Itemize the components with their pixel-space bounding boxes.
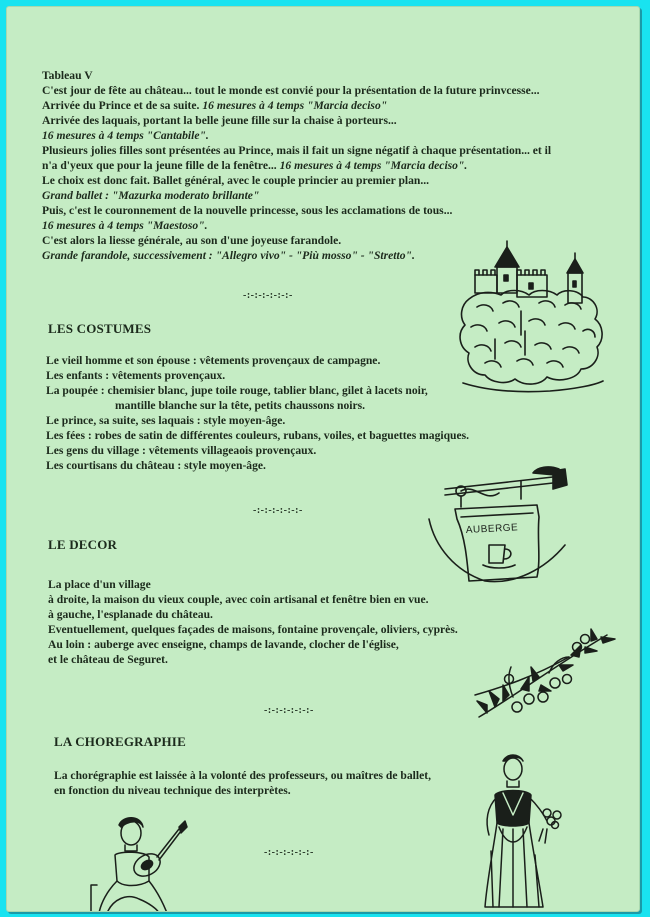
tableau-text-run: C'est alors la liesse générale, au son d'une joyeuse farandole. (42, 234, 342, 247)
costumes-heading: LES COSTUMES (48, 321, 152, 336)
document-page (6, 6, 640, 912)
costumes-line: La poupée : chemisier blanc, jupe toile rouge, tablier blanc, gilet à lacets noir, (46, 384, 428, 397)
tableau-line (42, 173, 429, 188)
tableau-text-run: Puis, c'est le couronnement de la nouvelle princesse, sous les acclamations de tous... (42, 204, 453, 217)
decor-line: Au loin : auberge avec enseigne, champs de lavande, clocher de l'église, (48, 638, 399, 651)
tableau-music-note: 16 mesures à 4 temps "Marcia deciso". (279, 159, 468, 172)
choregraphie-heading: LA CHOREGRAPHIE (54, 734, 186, 749)
costumes-line: Le prince, sa suite, ses laquais : style moyen-âge. (46, 414, 286, 427)
tableau-line (42, 143, 551, 158)
tableau-line (42, 98, 387, 113)
decor-line: à droite, la maison du vieux couple, avec coin artisanal et fenêtre bien en vue. (48, 593, 429, 606)
decor-line: à gauche, l'esplanade du château. (48, 608, 213, 621)
costumes-line: Les gens du village : vêtements villageaois provençaux. (46, 444, 317, 457)
tableau-line (42, 248, 415, 263)
separator-3: -:-:-:-:-:-:- (264, 705, 314, 716)
tableau-text-run: n'a d'yeux que pour la jeune fille de la fenêtre... (42, 159, 280, 172)
tableau-line (42, 233, 341, 248)
tableau-text-run: Arrivée des laquais, portant la belle jeune fille sur la chaise à porteurs... (42, 114, 397, 127)
tableau-title: Tableau V (42, 69, 93, 82)
choregraphie-line: La chorégraphie est laissée à la volonté des professeurs, ou maîtres de ballet, (54, 769, 431, 782)
costumes-line: Les fées : robes de satin de différentes couleurs, rubans, voiles, et baguettes magiques. (46, 429, 470, 442)
separator-4: -:-:-:-:-:-:- (264, 847, 314, 858)
tableau-line (42, 158, 467, 173)
tableau-line (42, 203, 452, 218)
tableau-music-note: 16 mesures à 4 temps "Cantabile". (42, 129, 209, 142)
tableau-music-note: 16 mesures à 4 temps "Marcia deciso" (202, 99, 388, 112)
separator-1: -:-:-:-:-:-:- (243, 290, 293, 301)
tableau-line (42, 218, 208, 233)
woman-bouquet-illustration (473, 751, 565, 911)
castle-illustration (455, 235, 605, 393)
tableau-text-run: C'est jour de fête au château... tout le monde est convié pour la présentation de la future prinvcesse... (42, 84, 540, 97)
tableau-line (42, 188, 259, 203)
choregraphie-line: en fonction du niveau technique des interprètes. (54, 784, 291, 797)
tableau-music-note: Grand ballet : "Mazurka moderato brillante" (42, 189, 260, 202)
tableau-line (42, 128, 209, 143)
separator-2: -:-:-:-:-:-:- (253, 505, 303, 516)
auberge-sign-text: AUBERGE (465, 522, 519, 536)
tableau-line (42, 83, 540, 98)
tableau-line (42, 113, 397, 128)
decor-heading: LE DECOR (48, 537, 118, 552)
mandolin-player-illustration (87, 815, 192, 912)
costumes-line: Le vieil homme et son épouse : vêtements provençaux de campagne. (46, 354, 381, 367)
tableau-music-note: Grande farandole, successivement : "Allegro vivo" - "Più mosso" - "Stretto". (42, 249, 415, 262)
tableau-text-run: Le choix est donc fait. Ballet général, avec le couple princier au premier plan... (42, 174, 430, 187)
costumes-line: mantille blanche sur la tête, petits chaussons noirs. (115, 399, 366, 412)
decor-line: Eventuellement, quelques façades de maisons, fontaine provençale, oliviers, cyprès. (48, 623, 458, 636)
auberge-sign-illustration (425, 459, 573, 587)
decor-line: La place d'un village (48, 578, 151, 591)
olive-branch-illustration (473, 617, 623, 727)
tableau-text-run: Arrivée du Prince et de sa suite. (42, 99, 203, 112)
decor-line: et le château de Seguret. (48, 653, 168, 666)
costumes-line: Les enfants : vêtements provençaux. (46, 369, 226, 382)
tableau-music-note: 16 mesures à 4 temps "Maestoso". (42, 219, 208, 232)
costumes-line: Les courtisans du château : style moyen-âge. (46, 459, 266, 472)
tableau-text-run: Plusieurs jolies filles sont présentées au Prince, mais il fait un signe négatif à chaque présentation... et il (42, 144, 552, 157)
